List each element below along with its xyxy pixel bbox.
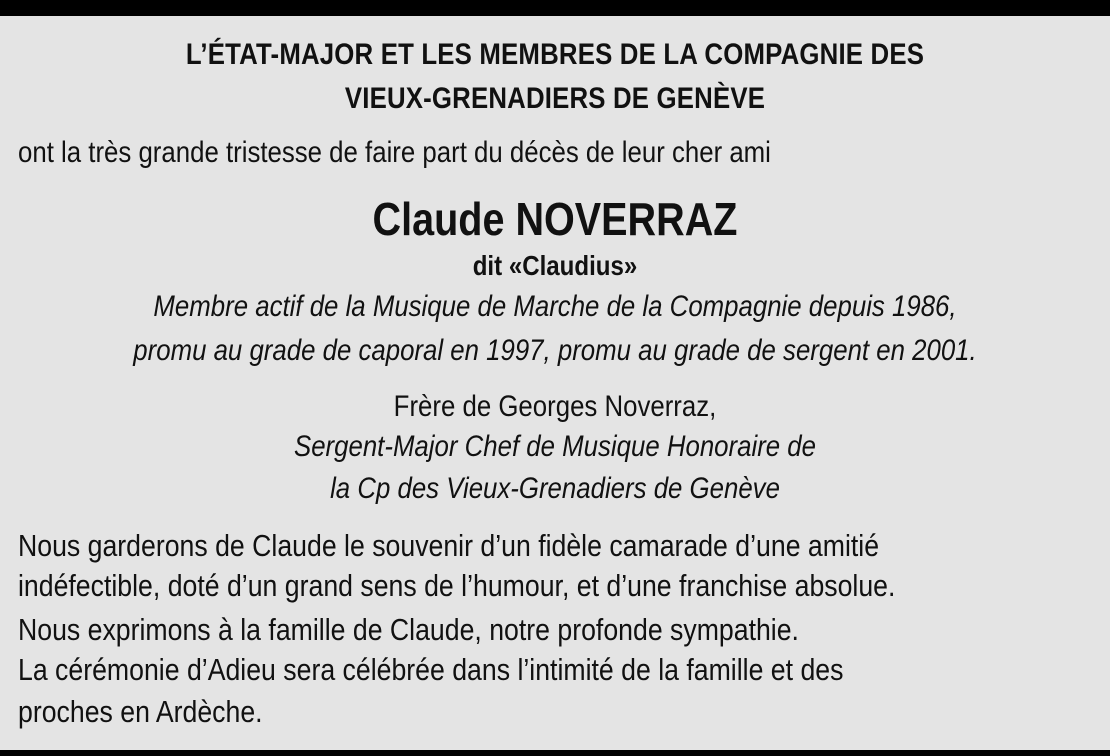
career-line-2: promu au grade de caporal en 1997, promu au grade de sergent en 2001.	[133, 334, 977, 367]
brother-line-1: Frère de Georges Noverraz,	[393, 390, 717, 423]
header-line-2: VIEUX-GRENADIERS DE GENÈVE	[344, 82, 766, 115]
obituary-notice	[0, 16, 1110, 750]
message-line-5: proches en Ardèche.	[18, 694, 263, 729]
brother-line-2: Sergent-Major Chef de Musique Honoraire de	[293, 430, 817, 463]
message-line-2: indéfectible, doté d’un grand sens de l’humour, et d’une franchise absolue.	[18, 568, 896, 603]
deceased-nickname: dit «Claudius»	[472, 250, 638, 281]
message-line-4: La cérémonie d’Adieu sera célébrée dans l’intimité de la famille et des	[18, 652, 844, 687]
brother-line-3: la Cp des Vieux-Grenadiers de Genève	[330, 472, 780, 505]
message-line-1: Nous garderons de Claude le souvenir d’un fidèle camarade d’une amitié	[18, 528, 880, 563]
deceased-name: Claude NOVERRAZ	[372, 193, 738, 245]
intro-text: ont la très grande tristesse de faire part du décès de leur cher ami	[18, 136, 771, 169]
bottom-border	[0, 750, 1110, 756]
message-line-3: Nous exprimons à la famille de Claude, notre profonde sympathie.	[18, 612, 799, 647]
header-line-1: L’ÉTAT-MAJOR ET LES MEMBRES DE LA COMPAGNIE DES	[185, 38, 925, 71]
career-line-1: Membre actif de la Musique de Marche de la Compagnie depuis 1986,	[153, 290, 957, 323]
